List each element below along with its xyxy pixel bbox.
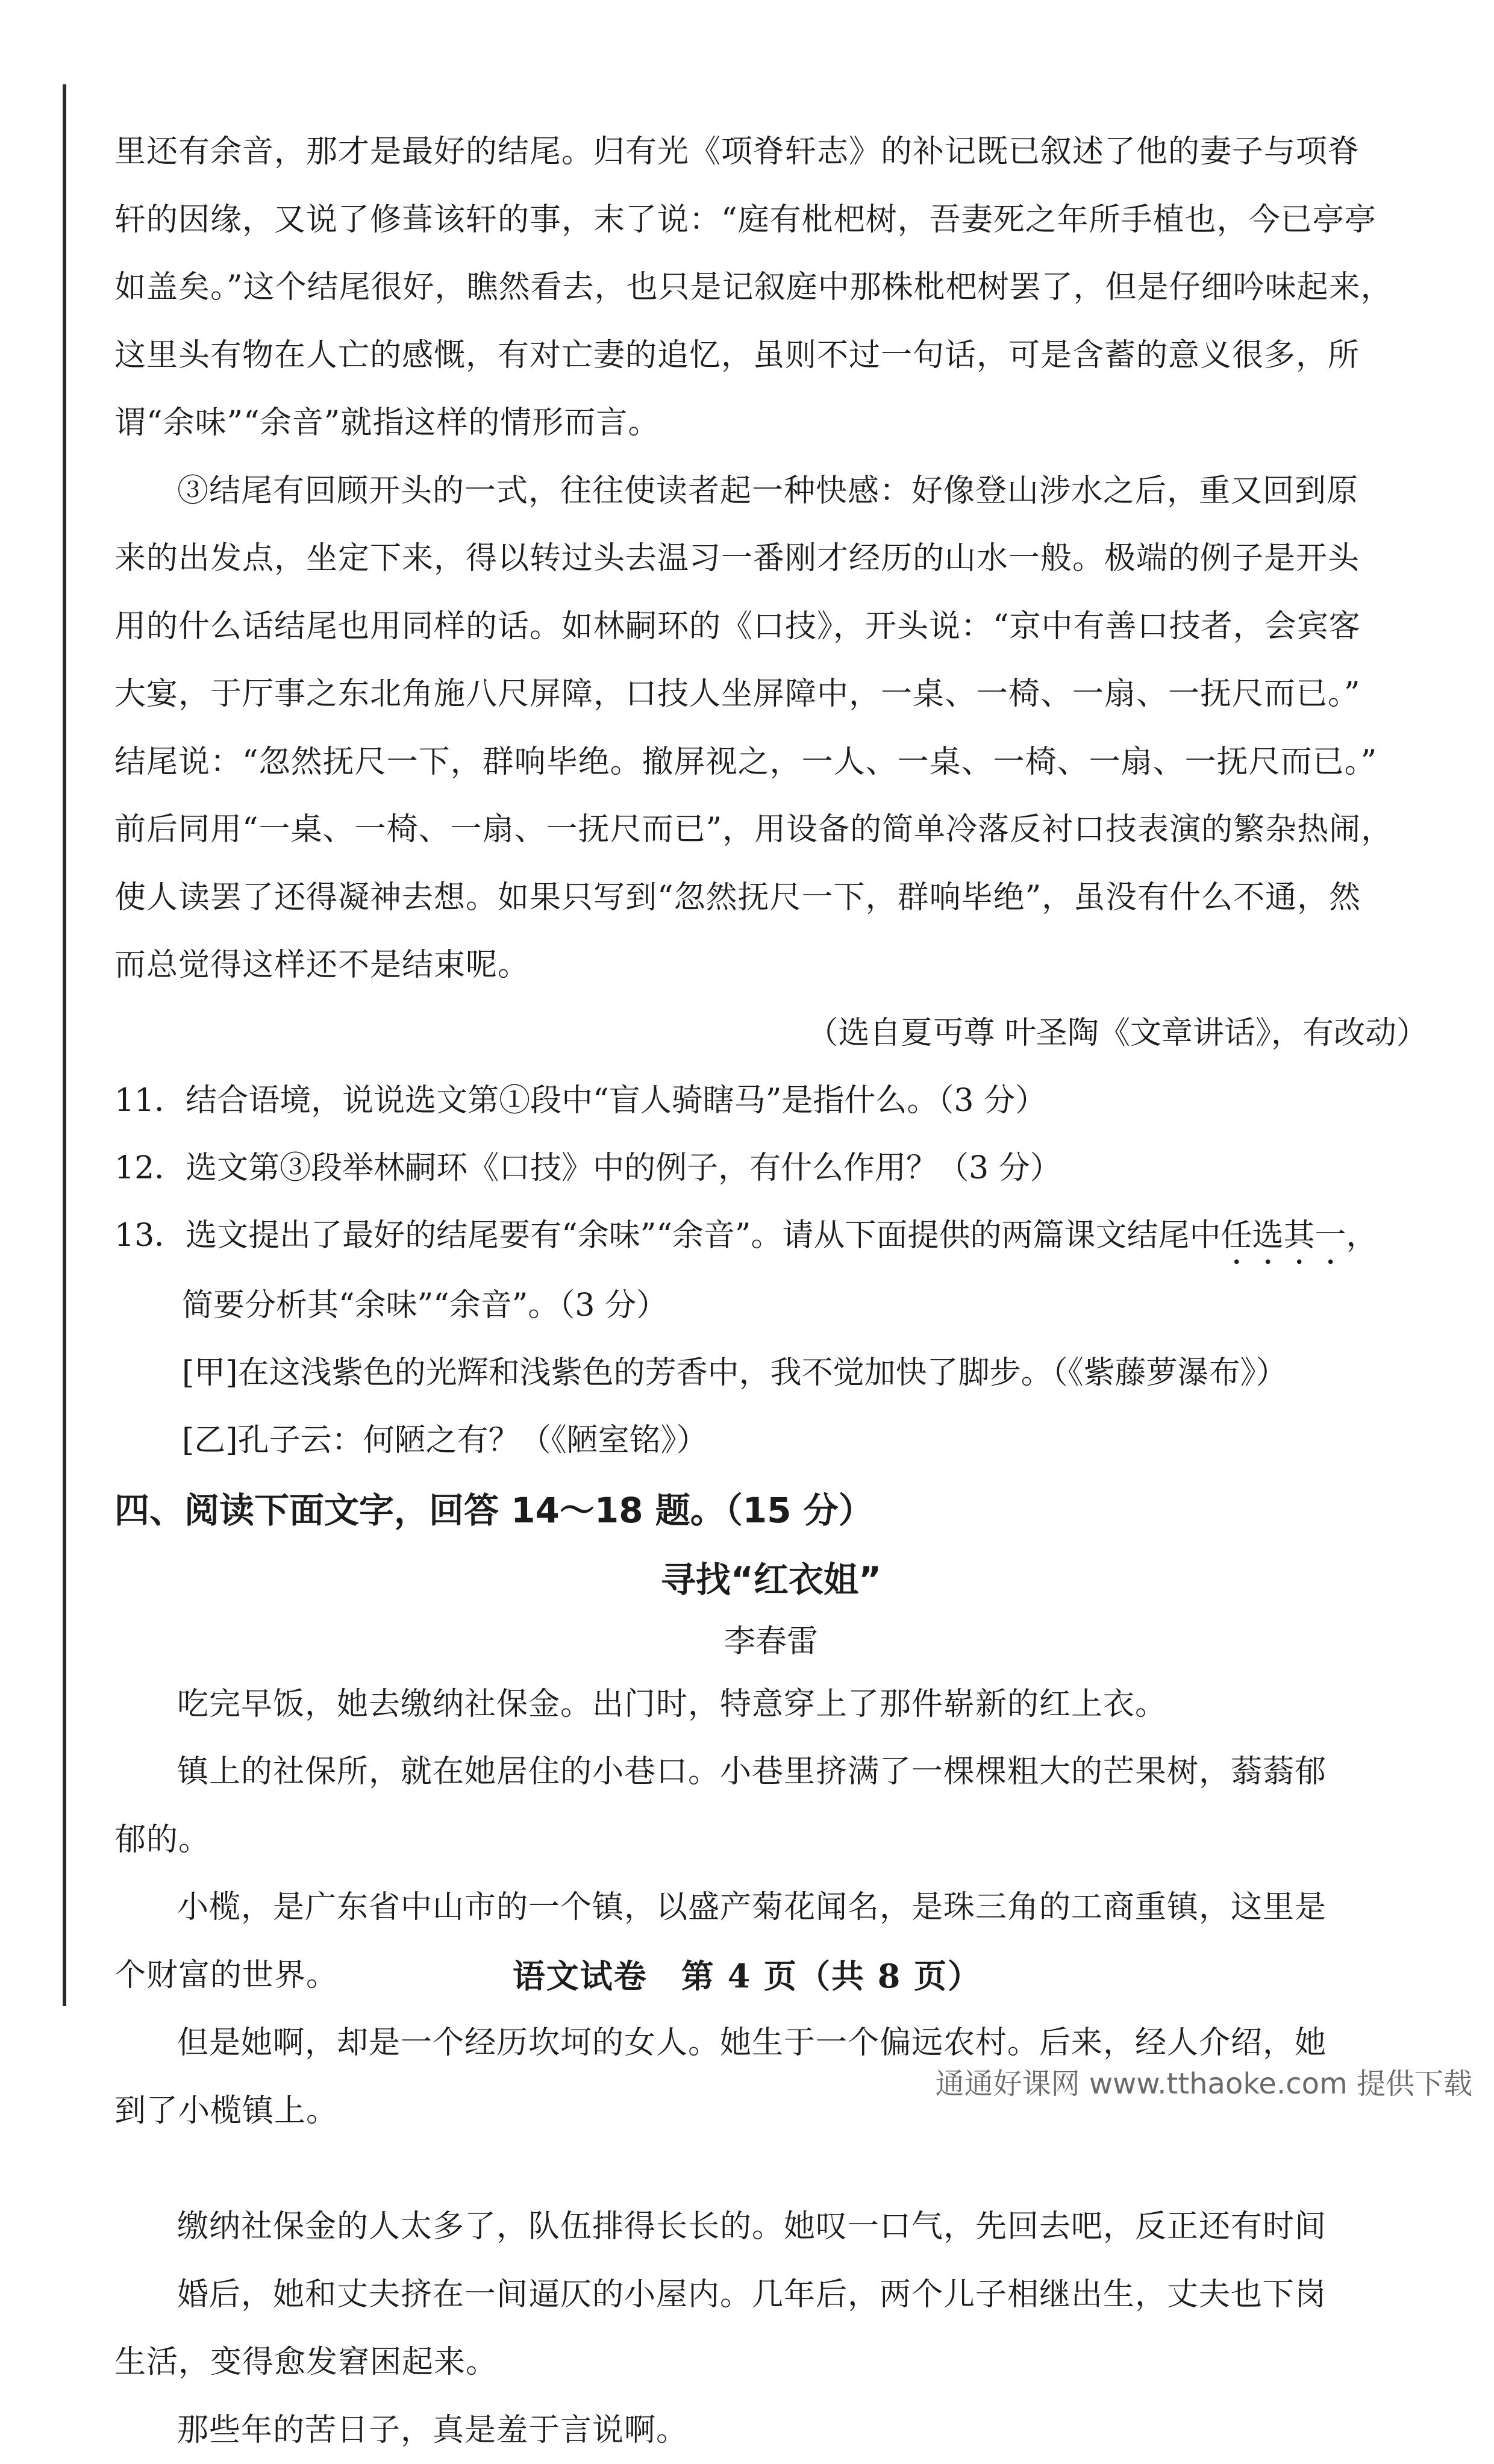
story-line: 但是她啊，却是一个经历坎坷的女人。她生于一个偏远农村。后来，经人介绍，她 (114, 2009, 1428, 2077)
story-line: 吃完早饭，她去缴纳社保金。出门时，特意穿上了那件崭新的红上衣。 (114, 1671, 1428, 1739)
story-author: 李春雷 (114, 1613, 1428, 1671)
question-12: 12．选文第③段举林嗣环《口技》中的例子，有什么作用？（3 分） (114, 1134, 1428, 1202)
para3-line: 使人读罢了还得凝神去想。如果只写到“忽然抚尺一下，群响毕绝”，虽没有什么不通，然 (114, 864, 1428, 932)
page-content (114, 118, 1428, 2464)
para3-line: 来的出发点，坐定下来，得以转过头去温习一番刚才经历的山水一般。极端的例子是开头 (114, 525, 1428, 593)
para3-line: 而总觉得这样还不是结束呢。 (114, 931, 1428, 999)
question-13-continued: 简要分析其“余味”“余音”。（3 分） (114, 1272, 1428, 1339)
question-13-option-a: [甲]在这浅紫色的光辉和浅紫色的芳香中，我不觉加快了脚步。（《紫藤萝瀑布》） (114, 1339, 1428, 1407)
story-line: 个财富的世界。 (114, 1942, 1428, 2010)
passage-line: 这里头有物在人亡的感慨，有对亡妻的追忆，虽则不过一句话，可是含蓄的意义很多，所 (114, 322, 1428, 390)
para3-line: 前后同用“一桌、一椅、一扇、一抚尺而已”，用设备的简单冷落反衬口技表演的繁杂热闹， (114, 796, 1428, 864)
story-title: 寻找“红衣姐” (114, 1546, 1428, 1613)
story-line: 小榄，是广东省中山市的一个镇，以盛产菊花闻名，是珠三角的工商重镇，这里是 (114, 1874, 1428, 1942)
passage-line: 如盖矣。”这个结尾很好，瞧然看去，也只是记叙庭中那株枇杷树罢了，但是仔细吟味起来， (114, 254, 1428, 322)
para3-line: 用的什么话结尾也用同样的话。如林嗣环的《口技》，开头说：“京中有善口技者，会宾客 (114, 593, 1428, 661)
blank-gap (114, 2145, 1428, 2193)
question-13 (114, 1202, 1428, 1272)
story-line: 缴纳社保金的人太多了，队伍排得长长的。她叹一口气，先回去吧，反正还有时间 (114, 2193, 1428, 2261)
passage-line: 谓“余味”“余音”就指这样的情形而言。 (114, 389, 1428, 457)
passage-source: （选自夏丏尊 叶圣陶《文章讲话》，有改动） (114, 999, 1428, 1067)
para3-line: 结尾说：“忽然抚尺一下，群响毕绝。撤屏视之，一人、一桌、一椅、一扇、一抚尺而已。” (114, 728, 1428, 796)
question-13-text: 13．选文提出了最好的结尾要有“余味”“余音”。请从下面提供的两篇课文结尾中 (114, 1218, 1221, 1254)
question-13-option-b: [乙]孔子云：何陋之有？（《陋室铭》） (114, 1407, 1428, 1474)
binding-margin-line (63, 84, 66, 2006)
story-line: 婚后，她和丈夫挤在一间逼仄的小屋内。几年后，两个儿子相继出生，丈夫也下岗 (114, 2261, 1428, 2329)
watermark-text: 通通好课网 www.tthaoke.com 提供下载 (936, 2060, 1472, 2102)
para3-line: 大宴，于厅事之东北角施八尺屏障，口技人坐屏障中，一桌、一椅、一扇、一抚尺而已。” (114, 660, 1428, 728)
story-line: 镇上的社保所，就在她居住的小巷口。小巷里挤满了一棵棵粗大的芒果树，蓊蓊郁 (114, 1738, 1428, 1806)
story-line: 那些年的苦日子，真是羞于言说啊。 (114, 2397, 1428, 2464)
question-13-comma: ， (1346, 1218, 1378, 1254)
para3-line: ③结尾有回顾开头的一式，往往使读者起一种快感：好像登山涉水之后，重又回到原 (114, 457, 1428, 525)
question-13-emphasis: 任选其一 (1221, 1218, 1346, 1254)
story-line: 生活，变得愈发窘困起来。 (114, 2328, 1428, 2397)
page-footer: 语文试卷 第 4 页（共 8 页） (0, 1951, 1494, 1997)
story-line: 郁的。 (114, 1806, 1428, 1874)
question-11: 11．结合语境，说说选文第①段中“盲人骑瞎马”是指什么。（3 分） (114, 1067, 1428, 1134)
section-heading: 四、阅读下面文字，回答 14～18 题。（15 分） (114, 1474, 1428, 1546)
story-line: 到了小榄镇上。 (114, 2077, 1428, 2145)
passage-line: 轩的因缘，又说了修葺该轩的事，末了说：“庭有枇杷树，吾妻死之年所手植也，今已亭亭 (114, 186, 1428, 254)
passage-line: 里还有余音，那才是最好的结尾。归有光《项脊轩志》的补记既已叙述了他的妻子与项脊 (114, 118, 1428, 186)
